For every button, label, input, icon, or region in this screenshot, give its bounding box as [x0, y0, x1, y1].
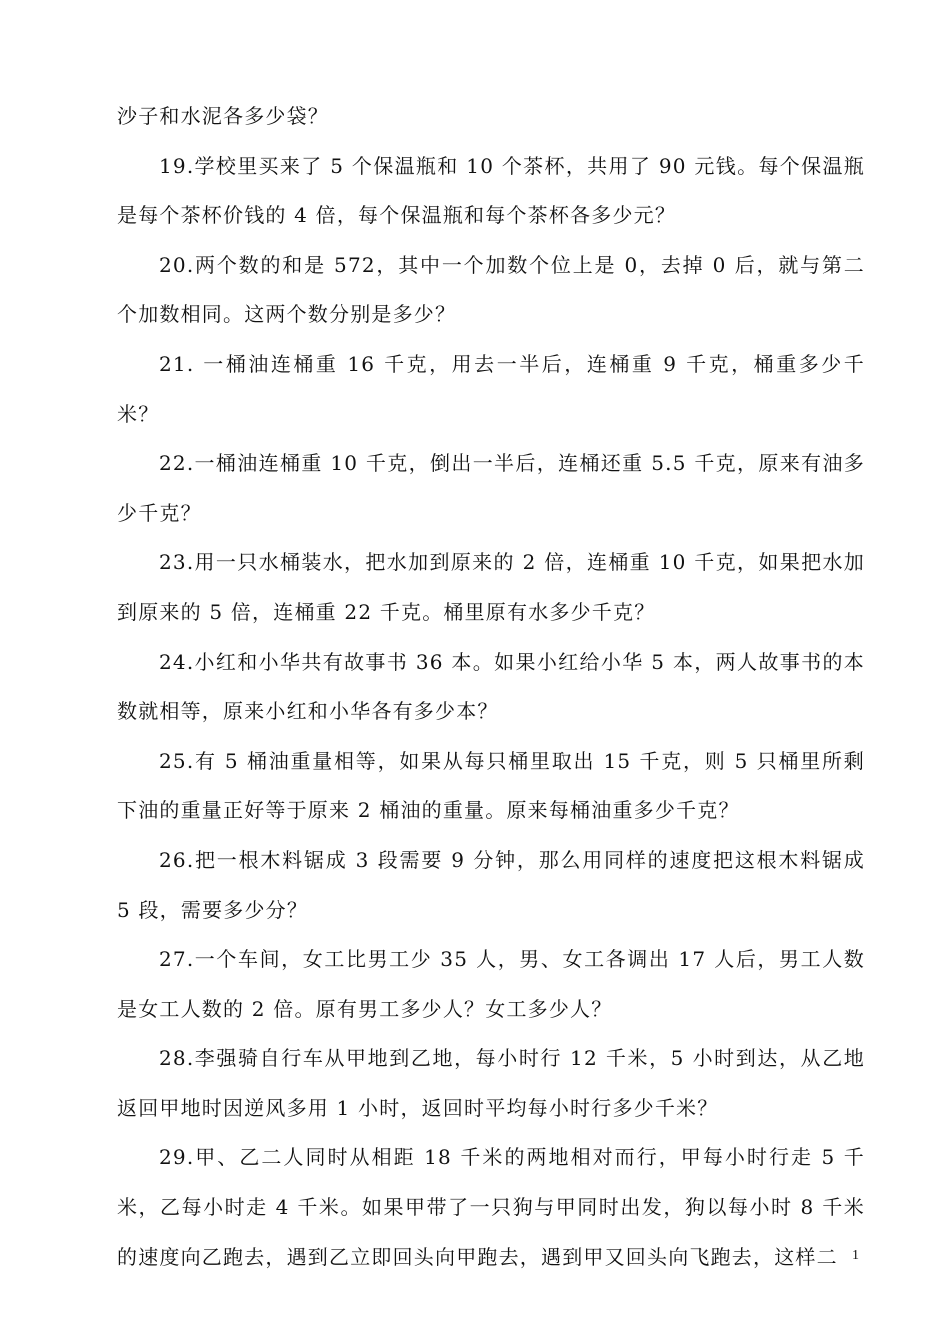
problem-24: 24.小红和小华共有故事书 36 本。如果小红给小华 5 本，两人故事书的本数就相等，原来小红和小华各有多少本？ — [117, 649, 865, 724]
problem-29: 29.甲、乙二人同时从相距 18 千米的两地相对而行，甲每小时行走 5 千米，乙每小时走 4 千米。如果甲带了一只狗与甲同时出发，狗以每小时 8 千米的速度向乙跑去，遇到乙立即回头向甲跑去，遇到甲又回头向飞跑去，这样二 — [117, 1145, 865, 1269]
page-number: 1 — [852, 1248, 859, 1263]
problem-19: 19.学校里买来了 5 个保温瓶和 10 个茶杯，共用了 90 元钱。每个保温瓶是每个茶杯价钱的 4 倍，每个保温瓶和每个茶杯各多少元？ — [117, 153, 865, 228]
problem-23: 23.用一只水桶装水，把水加到原来的 2 倍，连桶重 10 千克，如果把水加到原来的 5 倍，连桶重 22 千克。桶里原有水多少千克？ — [117, 550, 865, 624]
problem-20: 20.两个数的和是 572，其中一个加数个位上是 0，去掉 0 后，就与第二个加数相同。这两个数分别是多少？ — [117, 252, 865, 327]
problem-28: 28.李强骑自行车从甲地到乙地，每小时行 12 千米，5 小时到达，从乙地返回甲地时因逆风多用 1 小时，返回时平均每小时行多少千米？ — [117, 1046, 865, 1120]
document-body — [117, 92, 865, 1282]
problem-22: 22.一桶油连桶重 10 千克，倒出一半后，连桶还重 5.5 千克，原来有油多少千克？ — [117, 451, 865, 525]
problem-25: 25.有 5 桶油重量相等，如果从每只桶里取出 15 千克，则 5 只桶里所剩下油的重量正好等于原来 2 桶油的重量。原来每桶油重多少千克？ — [117, 748, 865, 823]
paragraph-continuation: 沙子和水泥各多少袋？ — [117, 104, 329, 128]
problem-21: 21. 一桶油连桶重 16 千克，用去一半后，连桶重 9 千克，桶重多少千米？ — [117, 351, 865, 426]
problem-27: 27.一个车间，女工比男工少 35 人，男、女工各调出 17 人后，男工人数是女工人数的 2 倍。原有男工多少人？女工多少人？ — [117, 947, 865, 1021]
problem-26: 26.把一根木料锯成 3 段需要 9 分钟，那么用同样的速度把这根木料锯成 5 段，需要多少分？ — [117, 847, 865, 922]
